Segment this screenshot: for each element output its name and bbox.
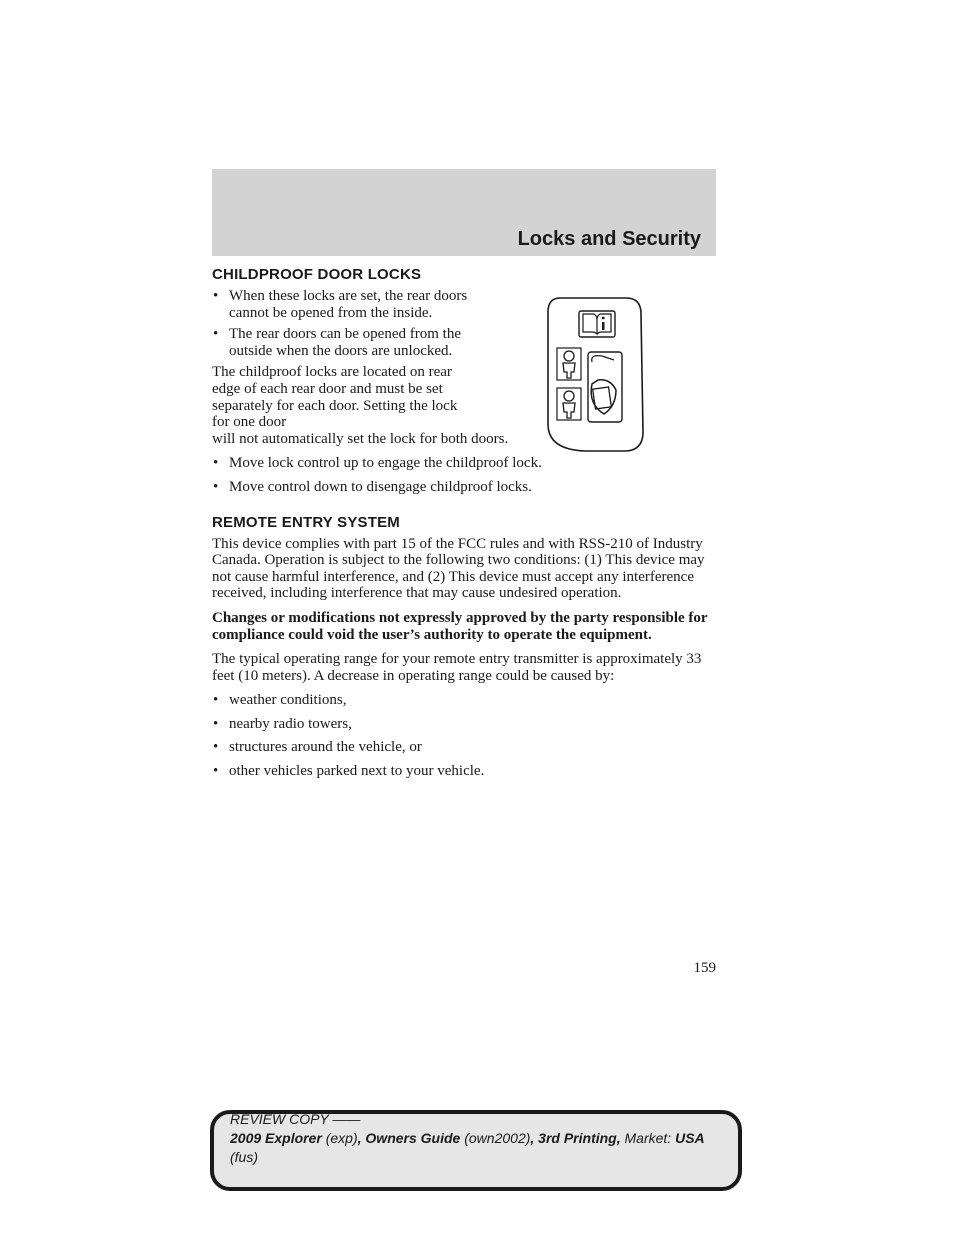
childproof-location-text-continued: will not automatically set the lock for both doors.: [212, 430, 509, 447]
bullet-glyph: •: [213, 326, 219, 343]
review-copy-footer-text: [230, 1110, 740, 1167]
bullet-glyph: •: [213, 715, 219, 732]
childproof-instructions: [212, 455, 716, 495]
childproof-bullets: [212, 288, 472, 359]
footer-publication-line: 2009 Explorer (exp), Owners Guide (own2002), 3rd Printing, Market: USA: [230, 1130, 705, 1146]
page-content: [212, 266, 716, 787]
list-item: • Move lock control up to engage the childproof lock.: [213, 455, 542, 472]
list-item: • weather conditions,: [213, 692, 347, 709]
section-header-band: [212, 169, 716, 256]
footer-market-code: (fus): [230, 1149, 258, 1165]
list-item: • When these locks are set, the rear doors cannot be opened from the inside.: [213, 288, 468, 321]
range-factors-list: [212, 692, 716, 779]
operating-range-text: The typical operating range for your remote entry transmitter is approximately 33 feet (10 meters). A decrease in operating range could be caused by:: [212, 651, 702, 684]
bullet-glyph: •: [213, 763, 219, 780]
bullet-glyph: •: [213, 455, 219, 472]
fcc-compliance-text: This device complies with part 15 of the FCC rules and with RSS-210 of Industry Canada. Operation is subject to the following two conditions: (1) This device may not cause harmful interference, and (2) This device must accept any interference received, including interference that may cause undesired operation.: [212, 535, 705, 602]
list-item: • Move control down to disengage childproof locks.: [213, 478, 532, 495]
childproof-heading: CHILDPROOF DOOR LOCKS: [212, 266, 422, 283]
list-item: • The rear doors can be opened from the outside when the doors are unlocked.: [213, 326, 461, 359]
list-item: • other vehicles parked next to your vehicle.: [213, 763, 485, 780]
modification-warning: Changes or modifications not expressly approved by the party responsible for compliance could void the user’s authority to operate the equipment.: [212, 609, 708, 643]
section-title: Locks and Security: [517, 228, 701, 250]
bullet-glyph: •: [213, 478, 219, 495]
list-item: • structures around the vehicle, or: [213, 739, 422, 756]
bullet-glyph: •: [213, 692, 219, 709]
bullet-glyph: •: [213, 288, 219, 304]
childproof-location-text: The childproof locks are located on rear edge of each rear door and must be set separately for each door. Setting the lock for one door: [212, 364, 458, 431]
page-number: 159: [693, 960, 716, 976]
bullet-glyph: •: [213, 739, 219, 756]
childproof-section: [212, 266, 716, 447]
list-item: • nearby radio towers,: [213, 715, 352, 732]
remote-entry-heading: REMOTE ENTRY SYSTEM: [212, 513, 400, 531]
childproof-lock-illustration: [546, 294, 646, 456]
footer-review-line: REVIEW COPY ——: [230, 1111, 361, 1127]
